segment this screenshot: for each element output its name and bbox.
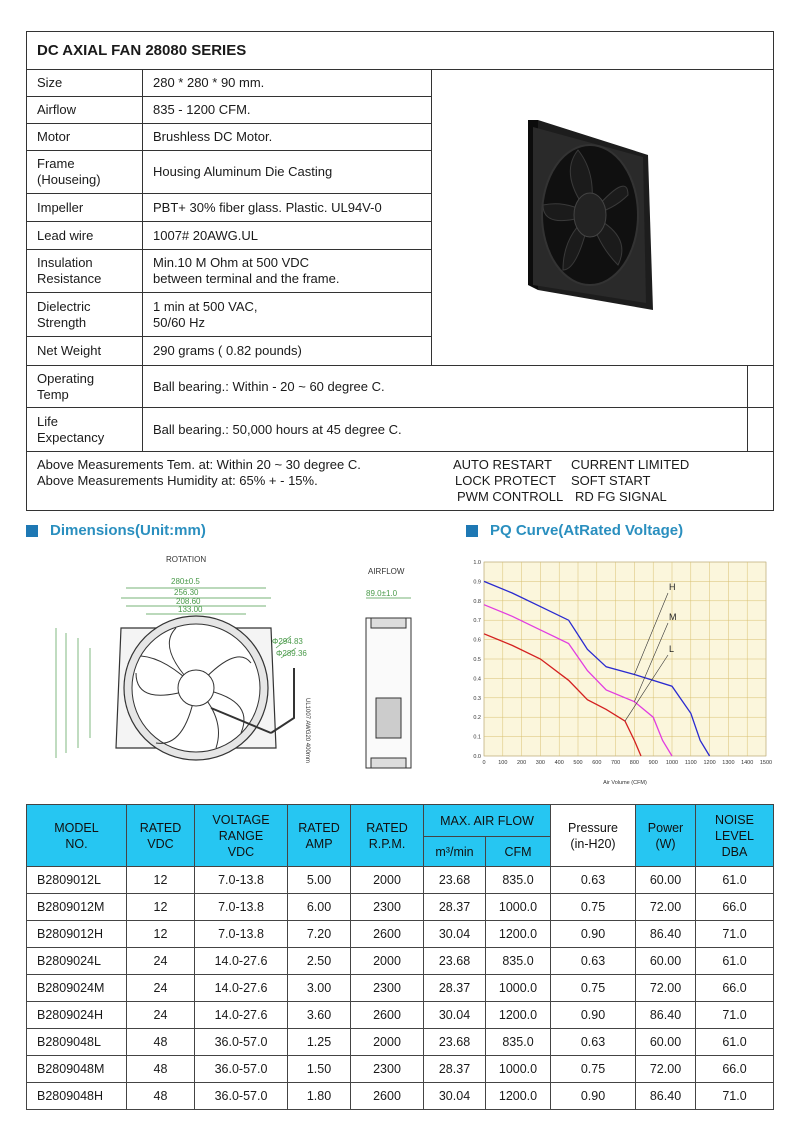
y-tick-label: 0.0 [473, 754, 481, 760]
header-cfm: CFM [486, 837, 551, 867]
table-row [27, 1029, 774, 1056]
model-number-cell: B2809048H [27, 1083, 127, 1110]
dim-89-label: 89.0±1.0 [366, 589, 398, 598]
header-power: Power (W) [636, 805, 696, 867]
y-tick-label: 0.9 [473, 579, 481, 586]
spec-title: DC AXIAL FAN 28080 SERIES [27, 32, 773, 70]
table-cell: 0.63 [551, 1029, 636, 1056]
table-cell: 7.20 [288, 921, 351, 948]
feature-auto-restart: AUTO RESTART [453, 457, 552, 472]
table-cell: 2600 [351, 1002, 424, 1029]
dim-133-label: 133.00 [178, 605, 203, 614]
table-cell: 2300 [351, 894, 424, 921]
model-number-cell: B2809048M [27, 1056, 127, 1083]
spec-row-lead-wire [27, 222, 431, 250]
table-cell: 66.0 [696, 1056, 774, 1083]
table-cell: 66.0 [696, 975, 774, 1002]
spec-value: PBT+ 30% fiber glass. Plastic. UL94V-0 [153, 199, 382, 215]
table-cell: 0.63 [551, 948, 636, 975]
table-cell: 0.90 [551, 921, 636, 948]
measurement-notes [37, 457, 361, 489]
spec-value: 1 min at 500 VAC, 50/60 Hz [153, 298, 258, 330]
table-row [27, 894, 774, 921]
feature-soft-start: SOFT START [571, 473, 651, 488]
table-row [27, 867, 774, 894]
spec-row-motor [27, 124, 431, 151]
pq-curve-chart [460, 550, 782, 790]
x-tick-label: 1400 [741, 760, 754, 766]
spec-label: Impeller [37, 199, 84, 215]
y-tick-label: 0.5 [473, 657, 481, 663]
spec-row-operating-temp [27, 366, 773, 408]
feature-rd-fg-signal: RD FG SIGNAL [575, 489, 667, 504]
table-cell: 86.40 [636, 1083, 696, 1110]
fan-product-photo [432, 70, 747, 366]
y-tick-label: 0.4 [473, 676, 481, 683]
spec-value: Housing Aluminum Die Casting [153, 164, 333, 179]
table-cell: 61.0 [696, 1029, 774, 1056]
fan-front-view [116, 616, 294, 760]
spec-value: Min.10 M Ohm at 500 VDC between terminal and the frame. [153, 255, 340, 286]
section-bullet-icon [466, 525, 478, 537]
table-cell: 0.75 [551, 975, 636, 1002]
table-cell: 2000 [351, 1029, 424, 1056]
dim-256-label: 256.30 [174, 588, 199, 597]
table-cell: 2000 [351, 948, 424, 975]
spec-label: Motor [37, 129, 71, 144]
table-cell: 12 [127, 894, 195, 921]
wire-spec-label: UL1007 AWG20 400mm [304, 698, 310, 763]
header-voltage-range: VOLTAGE RANGE VDC [195, 805, 288, 867]
spec-label: Airflow [37, 102, 77, 117]
y-tick-label: 0.8 [473, 598, 481, 605]
table-cell: 28.37 [424, 975, 486, 1002]
table-cell: 12 [127, 921, 195, 948]
table-cell: 23.68 [424, 867, 486, 894]
feature-current-limited: CURRENT LIMITED [571, 457, 690, 472]
table-cell: 0.75 [551, 894, 636, 921]
dim-d289-label: Φ289.36 [276, 649, 307, 658]
spec-label: Frame (Houseing) [37, 156, 101, 187]
table-cell: 7.0-13.8 [195, 921, 288, 948]
spec-label: Lead wire [37, 227, 94, 243]
table-row [27, 1002, 774, 1029]
spec-value: 835 - 1200 CFM. [153, 102, 251, 117]
model-number-cell: B2809024H [27, 1002, 127, 1029]
table-cell: 24 [127, 948, 195, 975]
table-cell: 24 [127, 975, 195, 1002]
table-cell: 66.0 [696, 894, 774, 921]
feature-list [453, 457, 689, 505]
table-cell: 14.0-27.6 [195, 975, 288, 1002]
dim-d294-label: Φ294.83 [272, 637, 303, 646]
y-tick-label: 0.1 [473, 734, 481, 741]
table-cell: 2.50 [288, 948, 351, 975]
table-cell: 86.40 [636, 921, 696, 948]
header-pressure: Pressure (in-H20) [551, 805, 636, 867]
spec-label: Operating Temp [37, 370, 95, 402]
table-cell: 30.04 [424, 1002, 486, 1029]
spec-value: 290 grams ( 0.82 pounds) [153, 343, 302, 358]
x-tick-label: 0 [482, 760, 486, 766]
table-cell: 36.0-57.0 [195, 1056, 288, 1083]
table-cell: 6.00 [288, 894, 351, 921]
model-number-cell: B2809012H [27, 921, 127, 948]
model-table [26, 804, 774, 1110]
y-tick-label: 1.0 [473, 560, 481, 566]
table-cell: 0.90 [551, 1083, 636, 1110]
spec-value: Brushless DC Motor. [153, 129, 273, 144]
model-number-cell: B2809012L [27, 867, 127, 894]
table-cell: 60.00 [636, 867, 696, 894]
table-row [27, 1056, 774, 1083]
x-tick-label: 700 [611, 760, 621, 766]
header-noise: NOISE LEVEL DBA [696, 805, 774, 867]
table-cell: 5.00 [288, 867, 351, 894]
x-tick-label: 1100 [684, 760, 697, 766]
table-cell: 48 [127, 1083, 195, 1110]
section-bullet-icon [26, 525, 38, 537]
model-number-cell: B2809024L [27, 948, 127, 975]
spec-label: Net Weight [37, 343, 102, 358]
x-tick-label: 1300 [722, 760, 735, 766]
spec-row-size [27, 70, 431, 97]
rotation-label: ROTATION [166, 555, 207, 564]
table-cell: 835.0 [486, 1029, 551, 1056]
table-cell: 36.0-57.0 [195, 1083, 288, 1110]
spec-value: 1007# 20AWG.UL [153, 227, 259, 243]
spec-value: Ball bearing.: Within - 20 ~ 60 degree C. [153, 378, 385, 394]
table-cell: 2300 [351, 1056, 424, 1083]
table-cell: 1200.0 [486, 1002, 551, 1029]
table-row [27, 921, 774, 948]
table-row [27, 975, 774, 1002]
pq-curve-heading: PQ Curve(AtRated Voltage) [466, 522, 683, 539]
table-cell: 1.25 [288, 1029, 351, 1056]
spec-label: Insulation Resistance [37, 255, 102, 286]
table-cell: 48 [127, 1056, 195, 1083]
x-tick-label: 1000 [665, 760, 679, 766]
table-cell: 1200.0 [486, 1083, 551, 1110]
table-cell: 30.04 [424, 921, 486, 948]
header-model: MODEL NO. [27, 805, 127, 867]
table-cell: 14.0-27.6 [195, 948, 288, 975]
y-tick-label: 0.2 [473, 715, 481, 722]
header-m3-min: m³/min [424, 837, 486, 867]
table-cell: 28.37 [424, 1056, 486, 1083]
table-cell: 7.0-13.8 [195, 867, 288, 894]
table-cell: 7.0-13.8 [195, 894, 288, 921]
table-cell: 24 [127, 1002, 195, 1029]
note-humidity: Above Measurements Humidity at: 65% + - 15%. [37, 473, 318, 488]
model-number-cell: B2809012M [27, 894, 127, 921]
series-label-m: M [669, 612, 677, 622]
table-cell: 60.00 [636, 1029, 696, 1056]
table-cell: 71.0 [696, 921, 774, 948]
table-cell: 48 [127, 1029, 195, 1056]
table-cell: 1.50 [288, 1056, 351, 1083]
table-cell: 28.37 [424, 894, 486, 921]
x-axis-label: Air Volume (CFM) [603, 780, 647, 786]
table-cell: 1.80 [288, 1083, 351, 1110]
dim-280-label: 280±0.5 [171, 577, 200, 586]
header-rated-amp: RATED AMP [288, 805, 351, 867]
table-cell: 1200.0 [486, 921, 551, 948]
feature-pwm-controll: PWM CONTROLL [457, 489, 564, 504]
table-cell: 36.0-57.0 [195, 1029, 288, 1056]
table-cell: 835.0 [486, 867, 551, 894]
table-cell: 86.40 [636, 1002, 696, 1029]
x-tick-label: 1500 [759, 760, 773, 766]
series-label-l: L [669, 644, 675, 654]
spec-row-insulation [27, 250, 431, 293]
table-cell: 72.00 [636, 894, 696, 921]
airflow-label: AIRFLOW [368, 567, 405, 576]
table-row [27, 948, 774, 975]
table-cell: 835.0 [486, 948, 551, 975]
spec-row-frame [27, 151, 431, 194]
x-tick-label: 400 [554, 760, 564, 766]
header-rated-vdc: RATED VDC [127, 805, 195, 867]
table-cell: 2300 [351, 975, 424, 1002]
x-tick-label: 600 [592, 760, 602, 766]
dim-208-label: 208.60 [176, 597, 201, 606]
spec-sheet [26, 31, 774, 511]
x-tick-label: 500 [573, 760, 583, 766]
x-tick-label: 1200 [703, 760, 716, 766]
feature-lock-protect: LOCK PROTECT [455, 473, 557, 488]
fan-side-view [366, 618, 411, 768]
y-tick-label: 0.7 [473, 618, 481, 625]
table-cell: 3.60 [288, 1002, 351, 1029]
table-cell: 2000 [351, 867, 424, 894]
spec-value: Ball bearing.: 50,000 hours at 45 degree C. [153, 421, 402, 437]
table-cell: 1000.0 [486, 975, 551, 1002]
x-tick-label: 900 [648, 760, 658, 766]
x-tick-label: 100 [498, 760, 508, 766]
header-rated-rpm: RATED R.P.M. [351, 805, 424, 867]
spec-row-life [27, 408, 773, 452]
spec-label: Dielectric Strength [37, 298, 91, 330]
x-tick-label: 800 [629, 760, 639, 766]
series-label-h: H [669, 582, 676, 592]
table-cell: 0.90 [551, 1002, 636, 1029]
table-cell: 71.0 [696, 1083, 774, 1110]
table-cell: 61.0 [696, 867, 774, 894]
table-cell: 0.63 [551, 867, 636, 894]
note-temperature: Above Measurements Tem. at: Within 20 ~ 30 degree C. [37, 457, 361, 472]
table-cell: 60.00 [636, 948, 696, 975]
table-cell: 3.00 [288, 975, 351, 1002]
spec-row-airflow [27, 97, 431, 124]
header-max-airflow: MAX. AIR FLOW [424, 805, 551, 837]
table-cell: 72.00 [636, 1056, 696, 1083]
y-tick-label: 0.3 [473, 695, 481, 702]
dimension-drawing [26, 548, 446, 788]
spec-row-impeller [27, 194, 431, 222]
table-cell: 23.68 [424, 1029, 486, 1056]
model-number-cell: B2809024M [27, 975, 127, 1002]
table-cell: 2600 [351, 921, 424, 948]
table-cell: 23.68 [424, 948, 486, 975]
table-cell: 72.00 [636, 975, 696, 1002]
table-row [27, 1083, 774, 1110]
spec-row-dielectric [27, 293, 431, 337]
table-cell: 12 [127, 867, 195, 894]
table-cell: 1000.0 [486, 1056, 551, 1083]
table-cell: 30.04 [424, 1083, 486, 1110]
spec-value: 280 * 280 * 90 mm. [153, 75, 265, 90]
table-cell: 1000.0 [486, 894, 551, 921]
spec-label: Life Expectancy [37, 413, 105, 445]
y-tick-label: 0.6 [473, 637, 481, 644]
spec-label: Size [37, 75, 63, 90]
table-cell: 0.75 [551, 1056, 636, 1083]
table-cell: 71.0 [696, 1002, 774, 1029]
table-cell: 61.0 [696, 948, 774, 975]
x-tick-label: 300 [535, 760, 545, 766]
dimensions-heading: Dimensions(Unit:mm) [26, 522, 206, 539]
table-cell: 2600 [351, 1083, 424, 1110]
model-number-cell: B2809048L [27, 1029, 127, 1056]
x-tick-label: 200 [517, 760, 527, 766]
table-cell: 14.0-27.6 [195, 1002, 288, 1029]
